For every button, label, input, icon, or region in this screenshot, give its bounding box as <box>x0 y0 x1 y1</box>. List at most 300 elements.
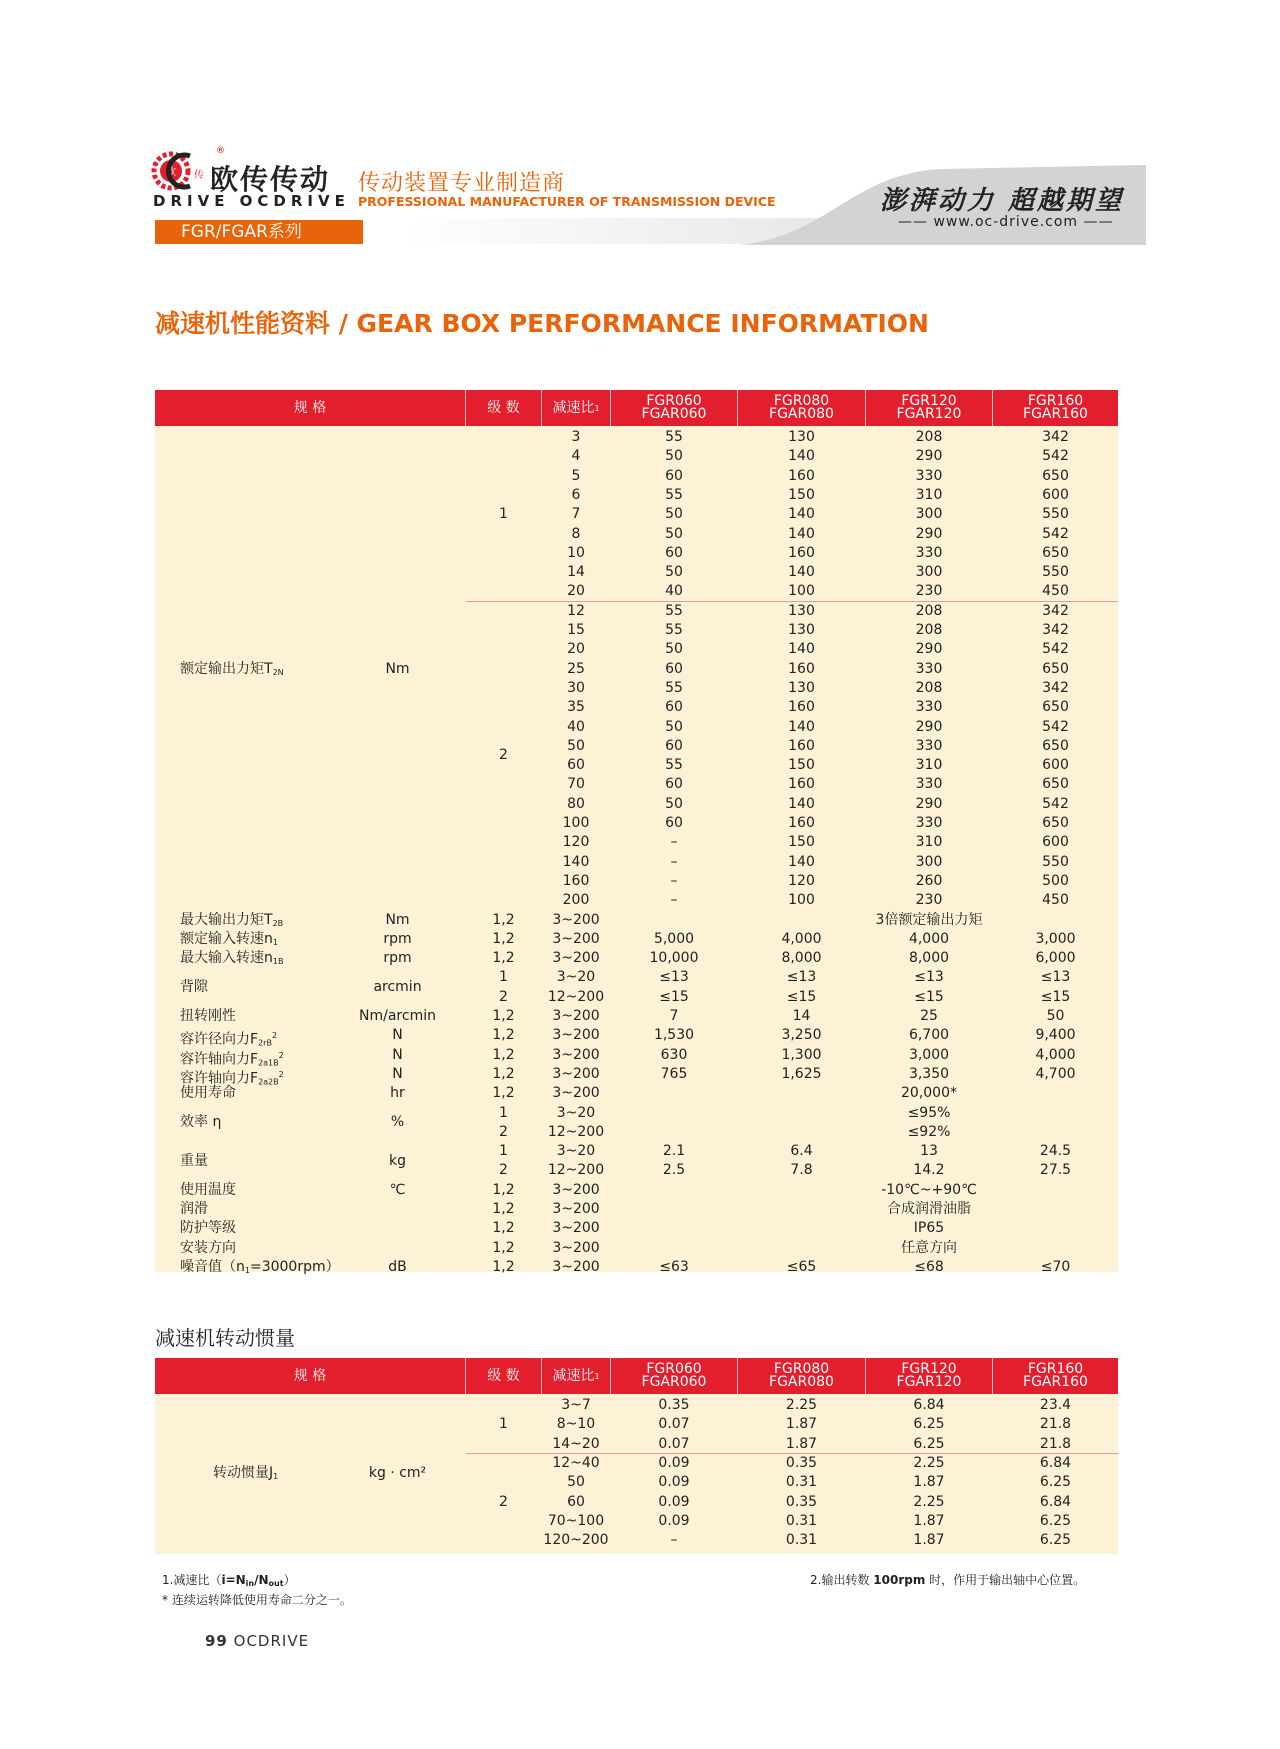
value-cell: 650 <box>1042 815 1069 831</box>
value-cell: 300 <box>915 506 943 523</box>
value-cell: 150 <box>788 757 815 774</box>
value-cell: 300 <box>915 853 943 870</box>
col-model-060 <box>611 1358 737 1394</box>
ratio-cell: 160 <box>562 872 590 889</box>
value-cell: 260 <box>915 872 943 889</box>
ratio-cell: 3~200 <box>552 1065 600 1082</box>
ratio-cell: 3~200 <box>552 1085 600 1102</box>
value-cell: 600 <box>1042 834 1069 851</box>
stage-cell: 1,2 <box>492 1008 515 1024</box>
value-cell: 5,000 <box>653 930 695 947</box>
value-cell: 2.5 <box>662 1162 686 1179</box>
tagline-en: PROFESSIONAL MANUFACTURER OF TRANSMISSION DEVICE <box>358 194 776 209</box>
value-cell: 310 <box>915 757 943 774</box>
value-cell: 13 <box>920 1143 938 1160</box>
value-cell: ≤95% <box>907 1104 951 1121</box>
spec-label-text: 容许轴向力F <box>180 1051 259 1068</box>
logo-mark-text-2: 传 <box>194 170 204 181</box>
ratio-cell: 100 <box>562 815 590 831</box>
value-cell: 2.25 <box>913 1493 945 1510</box>
col-model-120 <box>866 390 992 426</box>
value-cell: 290 <box>915 795 943 812</box>
value-cell: 6.25 <box>1039 1474 1072 1491</box>
ratio-cell: 30 <box>567 679 585 696</box>
value-cell: IP65 <box>913 1220 945 1237</box>
value-cell: 60 <box>665 815 683 831</box>
spec-unit: hr <box>390 1085 405 1102</box>
value-cell: 8,000 <box>781 950 822 967</box>
value-cell: 55 <box>665 622 683 638</box>
model-060-l2: FGAR060 <box>641 406 707 422</box>
value-cell: 2.25 <box>785 1397 818 1413</box>
value-cell: 160 <box>788 660 815 677</box>
spec-label-sub: 1 <box>272 937 278 947</box>
inertia-table-header <box>155 1358 1118 1394</box>
spec-unit: % <box>390 1114 405 1131</box>
ratio-cell: 3 <box>571 429 581 445</box>
value-cell: 130 <box>788 429 815 445</box>
value-cell: 342 <box>1042 679 1069 696</box>
value-cell: 330 <box>915 544 943 561</box>
spec-unit: Nm <box>385 911 410 928</box>
value-cell: 21.8 <box>1039 1416 1072 1433</box>
value-cell: 3,350 <box>908 1065 950 1082</box>
model-120-l1: FGR120 <box>901 393 957 409</box>
ratio-cell: 7 <box>571 506 581 523</box>
model-160-l2: FGAR160 <box>1023 1374 1088 1390</box>
ratio-cell: 120 <box>562 834 590 851</box>
spec-label-sub: 2a1B <box>258 1058 279 1068</box>
value-cell: 40 <box>665 583 683 600</box>
value-cell: -10℃~+90℃ <box>881 1181 977 1198</box>
value-cell: 550 <box>1042 506 1069 523</box>
stage-cell: 1,2 <box>492 1258 515 1275</box>
spec-label <box>180 1219 380 1238</box>
value-cell: 100 <box>788 583 815 600</box>
value-cell: 14.2 <box>913 1162 945 1179</box>
value-cell: 6.25 <box>913 1435 945 1452</box>
col-model-120 <box>866 1358 992 1394</box>
col-spec: 规 格 <box>293 399 327 416</box>
logo-gear-icon <box>150 150 206 192</box>
spec-unit: rpm <box>383 950 412 967</box>
value-cell: 4,700 <box>1035 1065 1076 1082</box>
note-speed-b: 100rpm <box>873 1573 926 1587</box>
spec-label-text: 容许径向力F <box>180 1031 259 1048</box>
stage-cell: 1 <box>499 1104 508 1121</box>
model-060-l1: FGR060 <box>646 393 702 409</box>
stage-cell: 1,2 <box>492 1027 515 1044</box>
performance-table <box>155 390 1118 1275</box>
note-ratio-d: ） <box>283 1573 296 1587</box>
value-cell: 290 <box>915 448 943 465</box>
ratio-cell: 3~200 <box>552 1046 600 1063</box>
ratio-cell: 3~200 <box>552 1201 600 1217</box>
value-cell: 8,000 <box>908 950 950 967</box>
spec-label-text: 噪音值（n <box>180 1258 245 1275</box>
value-cell: 6,000 <box>1035 950 1076 967</box>
value-cell: 542 <box>1042 525 1069 542</box>
value-cell: 55 <box>665 679 683 696</box>
stage-cell: 1,2 <box>492 1181 515 1198</box>
value-cell: 2.25 <box>913 1454 945 1471</box>
value-cell: 230 <box>915 583 943 600</box>
value-cell: 55 <box>665 757 683 774</box>
value-cell: 9,400 <box>1035 1027 1076 1044</box>
ratio-cell: 3~200 <box>552 1008 600 1024</box>
spec-unit: N <box>392 1046 403 1063</box>
stage-cell: 1 <box>499 506 508 523</box>
note-ratio-b-sub: in <box>245 1579 255 1588</box>
value-cell: 6.25 <box>913 1416 945 1433</box>
ratio-cell: 8 <box>571 525 581 542</box>
value-cell: 0.07 <box>658 1416 690 1433</box>
value-cell: 290 <box>915 525 943 542</box>
spec-label-sub: 2a2B <box>258 1077 279 1087</box>
value-cell: ≤13 <box>659 969 689 986</box>
spec-label-text: 重量 <box>180 1152 208 1169</box>
slogan: 澎湃动力 超越期望 <box>880 186 1125 216</box>
stage-cell: 2 <box>499 1493 508 1510</box>
value-cell: 160 <box>788 467 815 484</box>
value-cell: 208 <box>915 429 943 445</box>
value-cell: 330 <box>915 776 943 793</box>
value-cell: 1.87 <box>913 1474 945 1491</box>
value-cell: 1.87 <box>785 1416 818 1433</box>
ratio-cell: 3~20 <box>556 1143 596 1160</box>
ratio-cell: 50 <box>567 737 585 754</box>
value-cell: 0.09 <box>658 1493 690 1510</box>
spec-label-sup: 2 <box>271 1031 278 1041</box>
value-cell: – <box>670 1532 678 1549</box>
spec-label-sub: 2B <box>272 918 284 928</box>
value-cell: 230 <box>915 892 943 909</box>
series-tag: FGR/FGAR系列 <box>155 220 363 244</box>
spec-label-text: 最大输出力矩T <box>180 911 273 928</box>
value-cell: 160 <box>788 544 815 561</box>
model-160-l1: FGR160 <box>1027 1361 1084 1377</box>
value-cell: 6.25 <box>1039 1532 1072 1549</box>
value-cell: 55 <box>665 486 683 503</box>
model-060-l2: FGAR060 <box>641 1374 707 1390</box>
notes-right <box>810 1572 1085 1588</box>
col-ratio-sup: 1 <box>594 1371 600 1381</box>
value-cell: 0.07 <box>658 1435 690 1452</box>
value-cell: 1,625 <box>781 1065 822 1082</box>
ratio-cell: 200 <box>562 892 590 909</box>
footer-brand: OCDRIVE <box>233 1632 310 1650</box>
value-cell: 330 <box>915 660 943 677</box>
note-ratio-c-sub: out <box>268 1579 284 1588</box>
value-cell: 542 <box>1042 448 1069 465</box>
stage-cell: 1,2 <box>492 1201 515 1217</box>
value-cell: 140 <box>788 506 815 523</box>
spec-label <box>180 1200 380 1219</box>
value-cell: 630 <box>660 1046 688 1063</box>
note-ratio <box>162 1572 352 1592</box>
spec-unit: Nm/arcmin <box>359 1008 436 1024</box>
value-cell: 650 <box>1042 544 1069 561</box>
value-cell: 208 <box>915 602 943 619</box>
spec-unit: kg <box>389 1152 406 1169</box>
col-model-080 <box>738 1358 865 1394</box>
value-cell: 2.1 <box>662 1143 686 1160</box>
note-ratio-c: /N <box>254 1573 269 1587</box>
ratio-cell: 3~200 <box>552 1027 600 1044</box>
ratio-cell: 12 <box>567 602 585 619</box>
ratio-cell: 70 <box>567 776 585 793</box>
ratio-cell: 3~200 <box>552 1181 600 1198</box>
value-cell: 650 <box>1042 699 1069 716</box>
value-cell: 310 <box>915 486 943 503</box>
value-cell: 1,530 <box>653 1027 695 1044</box>
value-cell: 208 <box>915 679 943 696</box>
value-cell: 合成润滑油脂 <box>887 1201 971 1217</box>
spec-label-text: 最大输入转速n <box>180 950 273 967</box>
value-cell: 130 <box>788 679 815 696</box>
col-ratio-label: 减速比 <box>552 399 595 416</box>
torque-label-text: 额定输出力矩T <box>180 660 273 677</box>
torque-unit: Nm <box>385 660 410 677</box>
registered-mark: ® <box>216 146 225 156</box>
value-cell: 650 <box>1042 737 1069 754</box>
stage-cell: 1 <box>499 1416 508 1433</box>
value-cell: 6.25 <box>1039 1512 1072 1529</box>
value-cell: 1.87 <box>785 1435 818 1452</box>
value-cell: 20,000* <box>901 1085 957 1102</box>
value-cell: 27.5 <box>1039 1162 1072 1179</box>
model-120-l2: FGAR120 <box>896 406 962 422</box>
value-cell: 542 <box>1042 641 1069 658</box>
value-cell: 6.84 <box>913 1397 945 1413</box>
value-cell: 500 <box>1042 872 1069 889</box>
value-cell: 24.5 <box>1039 1143 1072 1160</box>
spec-label-sub: 2rB <box>258 1038 272 1048</box>
spec-unit: ℃ <box>389 1181 406 1198</box>
spec-label-text: 背隙 <box>180 979 208 996</box>
tagline-cn: 传动装置专业制造商 <box>358 171 566 196</box>
value-cell: 140 <box>788 853 815 870</box>
value-cell: ≤92% <box>907 1123 951 1140</box>
value-cell: 765 <box>660 1065 688 1082</box>
brand-name-en: DRIVE OCDRIVE <box>153 192 350 210</box>
section-title: 减速机性能资料 / GEAR BOX PERFORMANCE INFORMATION <box>155 309 929 338</box>
value-cell: ≤13 <box>1040 969 1071 986</box>
ratio-cell: 60 <box>567 757 585 774</box>
value-cell: ≤68 <box>914 1258 944 1275</box>
spec-label-text: 容许轴向力F <box>180 1070 259 1087</box>
value-cell: 50 <box>1046 1008 1065 1024</box>
col-model-080 <box>738 390 865 426</box>
ratio-cell: 3~200 <box>552 911 600 928</box>
ratio-cell: 3~20 <box>556 969 596 986</box>
value-cell: 160 <box>788 776 815 793</box>
note-speed-c: 时，作用于输出轴中心位置。 <box>925 1573 1086 1587</box>
value-cell: 55 <box>665 602 683 619</box>
stage-cell: 1,2 <box>492 1065 515 1082</box>
value-cell: 60 <box>665 699 683 716</box>
col-model-160 <box>993 1358 1118 1394</box>
value-cell: 150 <box>788 486 815 503</box>
value-cell: 50 <box>665 506 683 523</box>
value-cell: 0.09 <box>658 1512 690 1529</box>
value-cell: 140 <box>788 564 815 581</box>
value-cell: ≤70 <box>1040 1258 1071 1275</box>
value-cell: 100 <box>788 892 815 909</box>
spec-label-tail: =3000rpm） <box>249 1258 340 1275</box>
value-cell: 任意方向 <box>901 1239 957 1256</box>
inertia-label-text: 转动惯量J <box>213 1464 274 1481</box>
inertia-unit: kg · cm² <box>368 1464 427 1481</box>
value-cell: 25 <box>920 1008 938 1024</box>
performance-table-body <box>155 426 1118 1275</box>
ratio-cell: 10 <box>567 544 585 561</box>
ratio-cell: 80 <box>567 795 585 812</box>
value-cell: 160 <box>788 815 815 831</box>
value-cell: 60 <box>665 737 683 754</box>
col-ratio-sup: 1 <box>594 403 600 413</box>
spec-unit: N <box>392 1065 403 1082</box>
model-080-l2: FGAR080 <box>769 1374 834 1390</box>
ratio-cell: 3~200 <box>552 930 600 947</box>
value-cell: 330 <box>915 815 943 831</box>
col-ratio <box>542 1358 610 1394</box>
value-cell: ≤15 <box>914 988 944 1005</box>
value-cell: 0.35 <box>785 1454 818 1471</box>
spec-label-text: 扭转刚性 <box>180 1008 236 1024</box>
ratio-cell: 12~200 <box>547 1162 605 1179</box>
spec-unit: rpm <box>383 930 412 947</box>
value-cell: 650 <box>1042 660 1069 677</box>
value-cell: 6,700 <box>908 1027 950 1044</box>
stage-cell: 2 <box>499 747 508 764</box>
ratio-cell: 15 <box>567 622 585 638</box>
footer <box>205 1632 309 1650</box>
model-160-l2: FGAR160 <box>1023 406 1088 422</box>
ratio-cell: 3~200 <box>552 1239 600 1256</box>
value-cell: 55 <box>665 429 683 445</box>
value-cell: 1,300 <box>781 1046 822 1063</box>
stage-cell: 1,2 <box>492 1220 515 1237</box>
value-cell: 208 <box>915 622 943 638</box>
value-cell: 50 <box>665 795 683 812</box>
value-cell: 0.31 <box>785 1474 818 1491</box>
value-cell: 330 <box>915 737 943 754</box>
ratio-cell: 8~10 <box>556 1416 596 1433</box>
col-model-060 <box>611 390 737 426</box>
value-cell: 0.31 <box>785 1532 818 1549</box>
value-cell: 130 <box>788 602 815 619</box>
value-cell: 50 <box>665 448 683 465</box>
value-cell: 7 <box>669 1008 679 1024</box>
value-cell: 542 <box>1042 795 1069 812</box>
stage-cell: 1,2 <box>492 1239 515 1256</box>
model-120-l1: FGR120 <box>901 1361 957 1377</box>
note-speed-a: 2.输出转数 <box>810 1573 874 1587</box>
value-cell: – <box>670 834 678 851</box>
value-cell: 140 <box>788 641 815 658</box>
value-cell: 3,000 <box>908 1046 950 1063</box>
stage-cell: 1,2 <box>492 950 515 967</box>
ratio-cell: 14~20 <box>552 1435 600 1452</box>
ratio-cell: 3~20 <box>556 1104 596 1121</box>
spec-label-text: 效率 η <box>180 1114 222 1131</box>
value-cell: 150 <box>788 834 815 851</box>
ratio-cell: 3~200 <box>552 950 600 967</box>
ratio-cell: 12~40 <box>552 1454 600 1471</box>
ratio-cell: 35 <box>567 699 585 716</box>
model-160-l1: FGR160 <box>1027 393 1084 409</box>
value-cell: 650 <box>1042 776 1069 793</box>
value-cell: 6.84 <box>1039 1493 1072 1510</box>
spec-label-text: 安装方向 <box>180 1239 236 1256</box>
model-080-l1: FGR080 <box>773 1361 830 1377</box>
col-stage: 级 数 <box>487 1367 520 1384</box>
spec-unit: arcmin <box>373 979 422 996</box>
stage-cell: 2 <box>499 1162 508 1179</box>
ratio-cell: 60 <box>567 1493 585 1510</box>
inertia-label-sub: 1 <box>273 1471 279 1481</box>
col-spec: 规 格 <box>293 1367 327 1384</box>
spec-label-text: 润滑 <box>180 1201 208 1217</box>
website: —— www.oc-drive.com —— <box>898 214 1114 230</box>
performance-table-header <box>155 390 1118 426</box>
ratio-cell: 25 <box>567 660 585 677</box>
col-ratio-label: 减速比 <box>552 1367 595 1384</box>
value-cell: 120 <box>788 872 815 889</box>
value-cell: 50 <box>665 641 683 658</box>
value-cell: ≤63 <box>659 1258 689 1275</box>
ratio-cell: 20 <box>567 583 585 600</box>
value-cell: 600 <box>1042 486 1069 503</box>
note-star: * 连续运转降低使用寿命二分之一。 <box>162 1593 352 1607</box>
model-080-l1: FGR080 <box>773 393 830 409</box>
value-cell: 60 <box>665 660 683 677</box>
ratio-cell: 3~200 <box>552 1220 600 1237</box>
spec-label-text: 防护等级 <box>180 1220 236 1237</box>
spec-label-sup: 2 <box>278 1050 284 1060</box>
value-cell: 330 <box>915 467 943 484</box>
ratio-cell: 12~200 <box>547 988 605 1005</box>
value-cell: 450 <box>1042 583 1069 600</box>
value-cell: 3,000 <box>1035 930 1076 947</box>
spec-label <box>180 1239 380 1258</box>
value-cell: 342 <box>1042 622 1069 638</box>
value-cell: 160 <box>788 699 815 716</box>
col-stage: 级 数 <box>487 399 520 416</box>
value-cell: 3,250 <box>781 1027 822 1044</box>
col-ratio <box>542 390 610 426</box>
value-cell: 450 <box>1042 892 1069 909</box>
value-cell: 550 <box>1042 853 1069 870</box>
value-cell: ≤65 <box>786 1258 817 1275</box>
value-cell: 7.8 <box>790 1162 813 1179</box>
spec-unit: N <box>392 1027 403 1044</box>
ratio-cell: 4 <box>571 448 581 465</box>
value-cell: 0.35 <box>658 1397 690 1413</box>
stage-cell: 1 <box>499 1143 508 1160</box>
value-cell: 290 <box>915 641 943 658</box>
ratio-cell: 70~100 <box>547 1512 605 1529</box>
value-cell: 0.09 <box>658 1454 690 1471</box>
value-cell: 650 <box>1042 467 1069 484</box>
value-cell: 330 <box>915 699 943 716</box>
spec-label-sub: 1B <box>272 957 284 967</box>
ratio-cell: 12~200 <box>547 1123 605 1140</box>
value-cell: 1.87 <box>913 1512 945 1529</box>
torque-label-sub: 2N <box>272 667 284 677</box>
value-cell: 14 <box>792 1008 811 1024</box>
